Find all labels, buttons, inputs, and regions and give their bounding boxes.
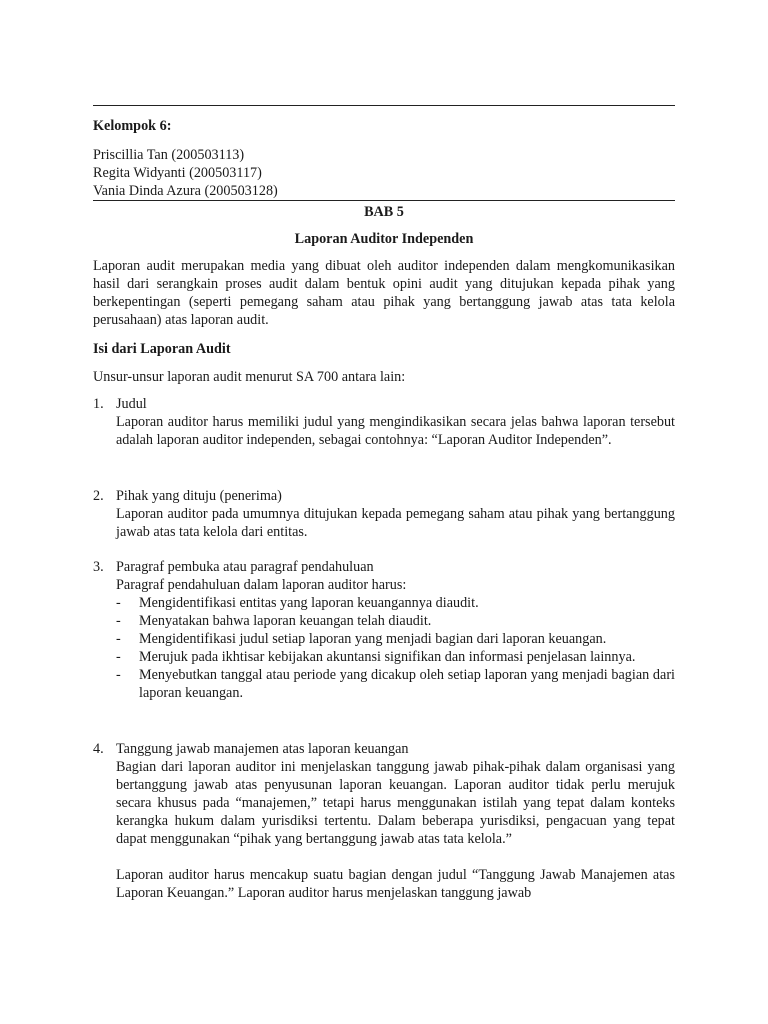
bullet-dash: -	[116, 649, 121, 665]
bullet-item: - Menyebutkan tanggal atau periode yang dicakup oleh setiap laporan yang menjadi bagian dari laporan keuangan.	[116, 667, 675, 701]
bullet-dash: -	[116, 667, 121, 683]
list-number: 4.	[93, 741, 104, 757]
chapter-title: Laporan Auditor Independen	[294, 231, 474, 247]
member-name: Priscillia Tan (200503113)	[93, 147, 245, 163]
list-number: 1.	[93, 396, 104, 412]
list-item-tanggung-jawab	[93, 740, 675, 902]
list-item-title: Judul	[116, 396, 147, 412]
list-item-text: Bagian dari laporan auditor ini menjelaskan tanggung jawab pihak-pihak dalam organisasi yang bertanggung jawab atas penyusunan laporan keuangan. Laporan auditor tidak perlu merujuk secara khusus pada “manajemen,” tetapi harus menggunakan istilah yang tepat dalam konteks kerangka hukum dalam yurisdiksi tertentu. Dalam beberapa yurisdiksi, pengacuan yang tepat dapat menggunakan “pihak yang bertanggung jawab atas tata kelola.”	[116, 759, 675, 847]
list-item-paragraf-pembuka	[93, 558, 675, 702]
bullet-dash: -	[116, 631, 121, 647]
header-bottom-rule	[93, 200, 675, 201]
list-item-title: Pihak yang dituju (penerima)	[116, 488, 282, 504]
list-item-text: Laporan auditor pada umumnya ditujukan kepada pemegang saham atau pihak yang bertanggung jawab atas tata kelola dari entitas.	[116, 506, 675, 540]
list-number: 2.	[93, 488, 104, 504]
list-item-text: Laporan auditor harus memiliki judul yang mengindikasikan secara jelas bahwa laporan tersebut adalah laporan auditor independen, sebagai contohnya: “Laporan Auditor Independen”.	[116, 414, 675, 448]
list-item-judul	[93, 395, 675, 449]
list-item-lead: Paragraf pendahuluan dalam laporan auditor harus:	[116, 577, 407, 593]
member-list	[93, 146, 675, 200]
intro-paragraph: Laporan audit merupakan media yang dibuat oleh auditor independen dalam mengkomunikasikan hasil dari serangkain proses audit dalam bentuk opini audit yang ditujukan kepada pihak yang berkepentingan (seperti pemegang saham atau pihak yang bertanggung jawab atas tata kelola perusahaan) atas laporan audit.	[93, 258, 675, 328]
bullet-item: - Mengidentifikasi entitas yang laporan keuangannya diaudit.	[116, 595, 479, 611]
section-lead: Unsur-unsur laporan audit menurut SA 700 antara lain:	[93, 369, 406, 385]
list-item-text-continued: Laporan auditor harus mencakup suatu bagian dengan judul “Tanggung Jawab Manajemen atas Laporan Keuangan.” Laporan auditor harus menjelaskan tanggung jawab	[116, 867, 675, 901]
member-name: Regita Widyanti (200503117)	[93, 165, 262, 181]
bullet-item: - Merujuk pada ikhtisar kebijakan akuntansi signifikan dan informasi penjelasan lainnya.	[116, 649, 636, 665]
list-item-title: Tanggung jawab manajemen atas laporan keuangan	[116, 741, 409, 757]
chapter-number: BAB 5	[364, 204, 404, 220]
list-item-title: Paragraf pembuka atau paragraf pendahuluan	[116, 559, 374, 575]
list-item-pihak-dituju	[93, 487, 675, 541]
list-number: 3.	[93, 559, 104, 575]
bullet-item: - Mengidentifikasi judul setiap laporan yang menjadi bagian dari laporan keuangan.	[116, 631, 607, 647]
member-name: Vania Dinda Azura (200503128)	[93, 183, 278, 199]
bullet-dash: -	[116, 613, 121, 629]
section-heading: Isi dari Laporan Audit	[93, 341, 231, 357]
bullet-dash: -	[116, 595, 121, 611]
top-rule	[93, 105, 675, 106]
bullet-item: - Menyatakan bahwa laporan keuangan telah diaudit.	[116, 613, 432, 629]
group-title: Kelompok 6:	[93, 118, 172, 134]
